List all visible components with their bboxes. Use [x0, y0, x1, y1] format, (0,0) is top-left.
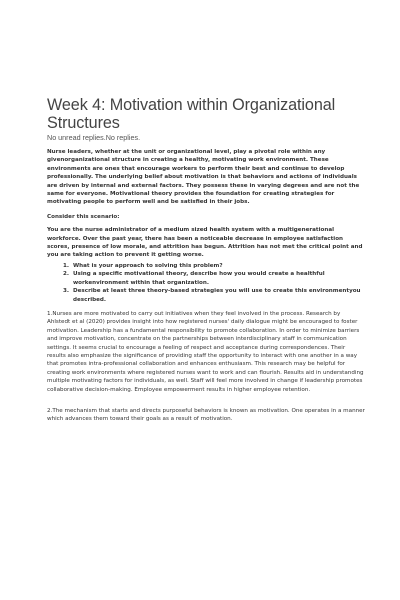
scenario-heading: Consider this scenario: [47, 213, 120, 220]
answer-text: Nurses are more motivated to carry out initiatives when they feel involved in the process. Research by Ahlstedt et al (2020) provides insight into how registered nurses' daily dialogue might be encouraged to foster motivation. Leadership has a fundamental responsibility to promote collaboration. In order to minimize barriers and improve motivation, concentrate on the partnerships between interdisciplinary staff in communication settings. It seems crucial to encourage a feeling of respect and acceptance during correspondences. Their results also emphasize the significance of providing staff the opportunity to interact with one another in a way that promotes intra-professional collaboration and enhances enthusiasm. This research may be helpful for creating work environments where registered nurses want to work and can flourish. Results aid in understanding multiple motivating factors for individuals, as well. Staff will feel more involved in change if leadership promotes collaborative decision-making. Employee empowerment results in higher employee retention. [47, 310, 364, 393]
answer-number: 2. [47, 407, 53, 414]
question-item: 2. Using a specific motivational theory, describe how you would create a healthful workenvironment within that organization. [71, 270, 365, 287]
answer-paragraph-1 [47, 310, 365, 394]
question-item: 3. Describe at least three theory-based strategies you will use to create this environmentyou described. [71, 287, 365, 304]
question-list [47, 262, 365, 304]
reply-status: No unread replies.No replies. [47, 133, 141, 142]
scenario-paragraph: You are the nurse administrator of a medium sized health system with a multigenerational workforce. Over the past year, there has been a noticeable decrease in employee satisfaction scores, presence of low morale, and attrition has begun. Attrition has not met the critical point and you are taking action to prevent it getting worse. [47, 227, 363, 259]
question-item: 1. What is your approach to solving this problem? [71, 262, 365, 270]
page-title: Week 4: Motivation within Organizational Structures [47, 96, 336, 132]
answer-text: The mechanism that starts and directs purposeful behaviors is known as motivation. One operates in a manner which advances them toward their goals as a result of motivation. [47, 407, 365, 423]
document-page [47, 96, 365, 424]
answer-paragraph-2 [47, 407, 365, 424]
intro-paragraph: Nurse leaders, whether at the unit or organizational level, play a pivotal role within any givenorganizational structure in creating a healthy, motivating work environment. These environments are ones that encourage workers to perform their best and continue to develop professionally. The underlying belief about motivation is that behaviors and actions of individuals are driven by internal and external factors. They possess these in varying degrees and are not the same for everyone. Motivational theory provides the foundation for creating strategies for motivating people to perform well and be satisfied in their jobs. [47, 149, 360, 206]
answer-number: 1. [47, 310, 53, 317]
